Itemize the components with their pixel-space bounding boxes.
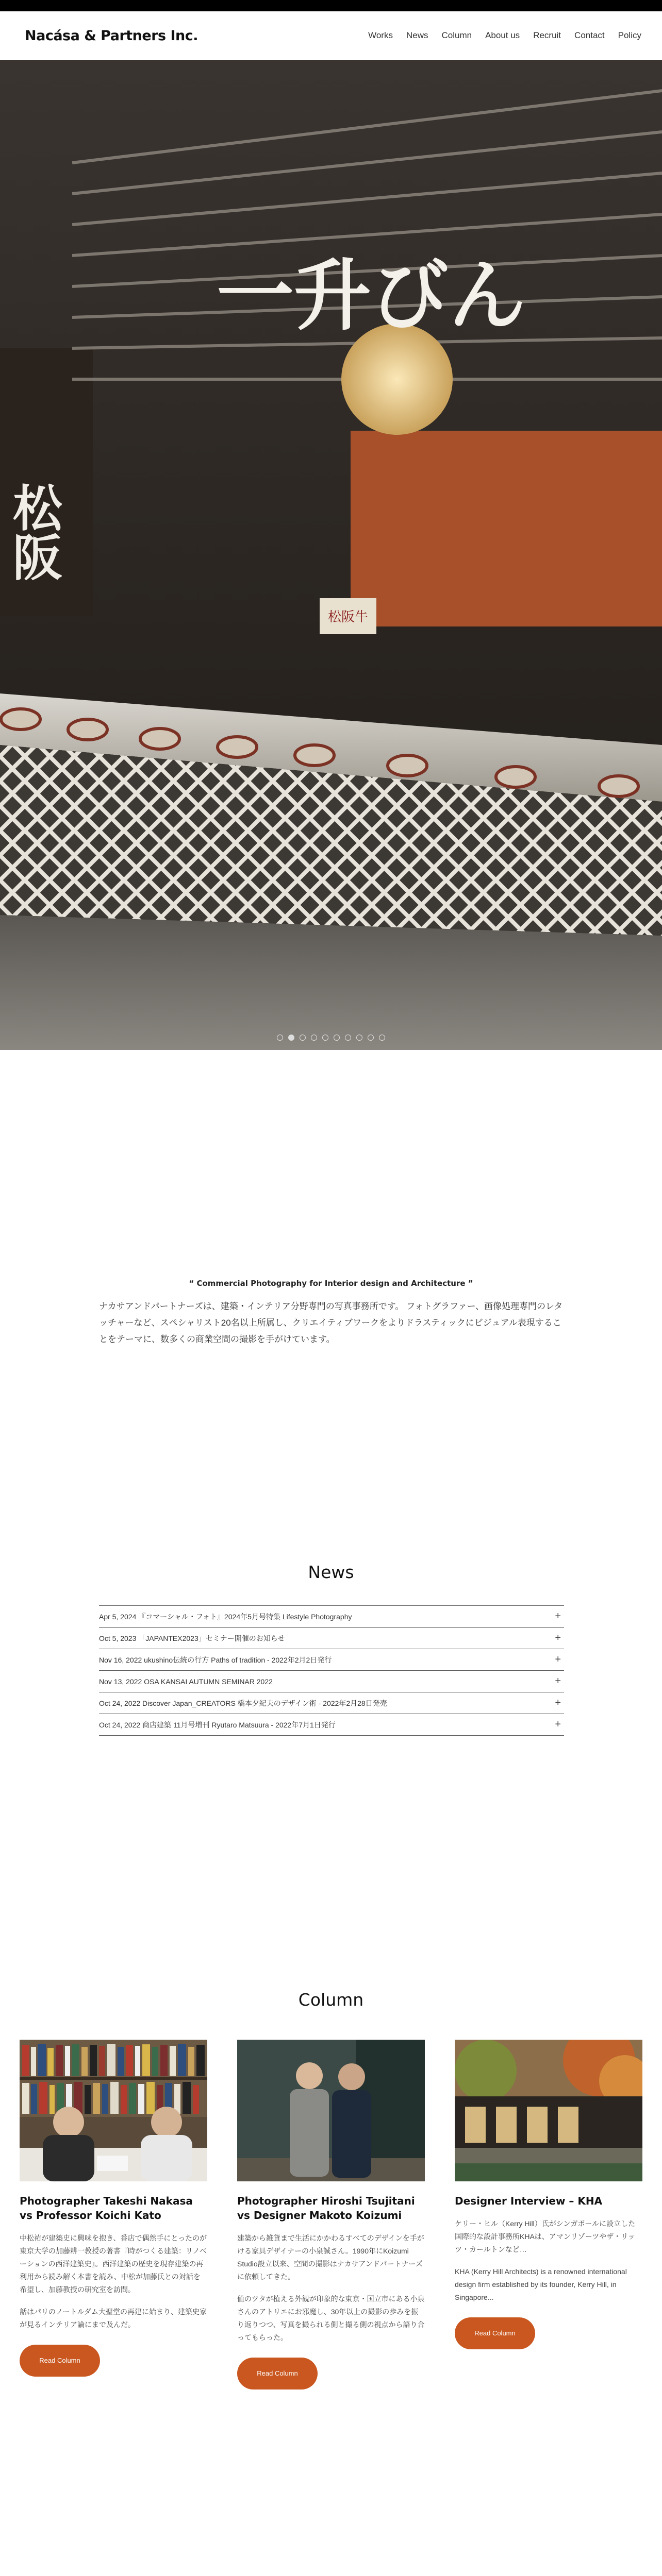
intro-body: ナカサアンドパートナーズは、建築・インテリア分野専門の写真事務所です。 フォトグラファー、画像処理専門のレタッチャーなど、スペシャリスト20名以上所属し、クリエイティブワークをよりドラスティックにビジュアル表現することをテーマに、数多くの商業空間の撮影を手がけています。 <box>99 1301 563 1344</box>
nav-recruit[interactable]: Recruit <box>533 30 561 40</box>
card-text: 中松祐が建築史に興味を抱き、番店で偶然手にとったのが東京大学の加藤耕一教授の著書『時がつくる建築：リノベーションの西洋建築史』。西洋建築の歴史を現存建築の再利用から読み解く本書を読み、中松が加藤氏との対話を希望し、加藤教授の研究室を訪問。 <box>20 2234 207 2294</box>
nav-contact[interactable]: Contact <box>574 30 605 40</box>
news-item-text: Nov 16, 2022 ukushino伝統の行方 Paths of tradition - 2022年2月2日発行 <box>99 1655 332 1664</box>
hero-sign-lantern: 松阪牛 <box>327 609 369 625</box>
column-card <box>455 2040 642 2389</box>
top-bar <box>0 0 662 11</box>
news-item[interactable] <box>99 1606 564 1628</box>
slider-dots <box>0 1035 662 1041</box>
plus-icon[interactable]: + <box>555 1675 561 1687</box>
card-text: 値のツタが植える外観が印象的な東京・国立市にある小泉さんのアトリエにお邪魔し、30年以上の撮影の歩みを振り返りつつ、写真を撮られる側と撮る側の視点から語り合ってもらった。 <box>237 2295 425 2342</box>
intro-section <box>0 1050 662 1562</box>
news-section <box>0 1562 662 1990</box>
card-text: KHA (Kerry Hill Architects) is a renowned international design firm established by its founder, Kerry Hill, in Singapore... <box>455 2267 627 2301</box>
slider-dot[interactable] <box>368 1035 374 1041</box>
news-item[interactable] <box>99 1692 564 1714</box>
nav-policy[interactable]: Policy <box>618 30 641 40</box>
news-item-text: Oct 24, 2022 商店建築 11月号増刊 Ryutaro Matsuura - 2022年7月1日発行 <box>99 1720 336 1729</box>
plus-icon[interactable]: + <box>555 1632 561 1643</box>
column-cards <box>0 2010 662 2389</box>
slider-dot[interactable] <box>322 1035 328 1041</box>
hero-image <box>0 60 662 1050</box>
card-image-two-men[interactable] <box>237 2040 425 2181</box>
column-card <box>237 2040 425 2389</box>
news-list <box>99 1605 564 1736</box>
plus-icon[interactable]: + <box>555 1654 561 1665</box>
main-nav <box>368 30 641 41</box>
intro-heading: “ Commercial Photography for Interior design and Architecture ” <box>189 1279 473 1288</box>
site-header <box>0 11 662 60</box>
news-item[interactable] <box>99 1649 564 1671</box>
hero-sign-main: 一升びん <box>216 250 526 341</box>
column-title: Column <box>298 1990 364 2010</box>
news-title: News <box>308 1562 354 1582</box>
site-logo[interactable]: Nacása & Partners Inc. <box>25 27 198 44</box>
slider-dot[interactable] <box>379 1035 385 1041</box>
column-card <box>20 2040 207 2389</box>
hero-sign-side: 松阪 <box>5 482 63 581</box>
slider-dot[interactable] <box>277 1035 283 1041</box>
card-title[interactable]: Photographer Takeshi Nakasa vs Professor Koichi Kato <box>20 2195 193 2222</box>
read-column-button[interactable]: Read Column <box>20 2345 100 2377</box>
card-text: 建築から雑貨まで生活にかかわるすべてのデザインを手がける家具デザイナーの小泉誠さん。1990年にKoizumi Studio設立以来、空間の撮影はナカサアンドパートナーズに依頼してきた。 <box>237 2234 424 2281</box>
news-item-text: Nov 13, 2022 OSA KANSAI AUTUMN SEMINAR 2022 <box>99 1677 273 1686</box>
news-item[interactable] <box>99 1671 564 1692</box>
plus-icon[interactable]: + <box>555 1697 561 1708</box>
card-title[interactable]: Designer Interview – KHA <box>455 2195 603 2207</box>
column-section <box>0 1990 662 2576</box>
slider-dot[interactable] <box>311 1035 317 1041</box>
slider-dot[interactable] <box>300 1035 306 1041</box>
card-text: 話はパリのノートルダム大聖堂の再建に始まり、建築史家が見るインテリア論にまで及んだ。 <box>20 2308 207 2329</box>
news-item[interactable] <box>99 1628 564 1649</box>
nav-column[interactable]: Column <box>441 30 472 40</box>
card-image-bookshelf[interactable] <box>20 2040 207 2181</box>
slider-dot[interactable] <box>345 1035 351 1041</box>
news-item-text: Oct 5, 2023 「JAPANTEX2023」セミナー開催のお知らせ <box>99 1634 285 1642</box>
nav-works[interactable]: Works <box>368 30 393 40</box>
slider-dot[interactable] <box>356 1035 362 1041</box>
card-image-garden[interactable] <box>455 2040 642 2181</box>
read-column-button[interactable]: Read Column <box>455 2317 535 2349</box>
plus-icon[interactable]: + <box>555 1611 561 1622</box>
nav-about-us[interactable]: About us <box>485 30 520 40</box>
slider-dot[interactable] <box>334 1035 340 1041</box>
read-column-button[interactable]: Read Column <box>237 2358 318 2389</box>
nav-news[interactable]: News <box>406 30 428 40</box>
card-text: ケリー・ヒル（Kerry Hill）氏がシンガポールに設立した国際的な設計事務所KHAは、アマンリゾーツやザ・リッツ・カールトンなど… <box>455 2219 636 2253</box>
plus-icon[interactable]: + <box>555 1719 561 1730</box>
hero-slider[interactable] <box>0 60 662 1050</box>
news-item-text: Oct 24, 2022 Discover Japan_CREATORS 橋本夕紀夫のデザイン術 - 2022年2月28日発売 <box>99 1699 387 1707</box>
card-title[interactable]: Photographer Hiroshi Tsujitani vs Designer Makoto Koizumi <box>237 2195 415 2222</box>
slider-dot-active[interactable] <box>288 1035 294 1041</box>
news-item[interactable] <box>99 1714 564 1736</box>
news-item-text: Apr 5, 2024 『コマーシャル・フォト』2024年5月号特集 Lifestyle Photography <box>99 1612 352 1621</box>
